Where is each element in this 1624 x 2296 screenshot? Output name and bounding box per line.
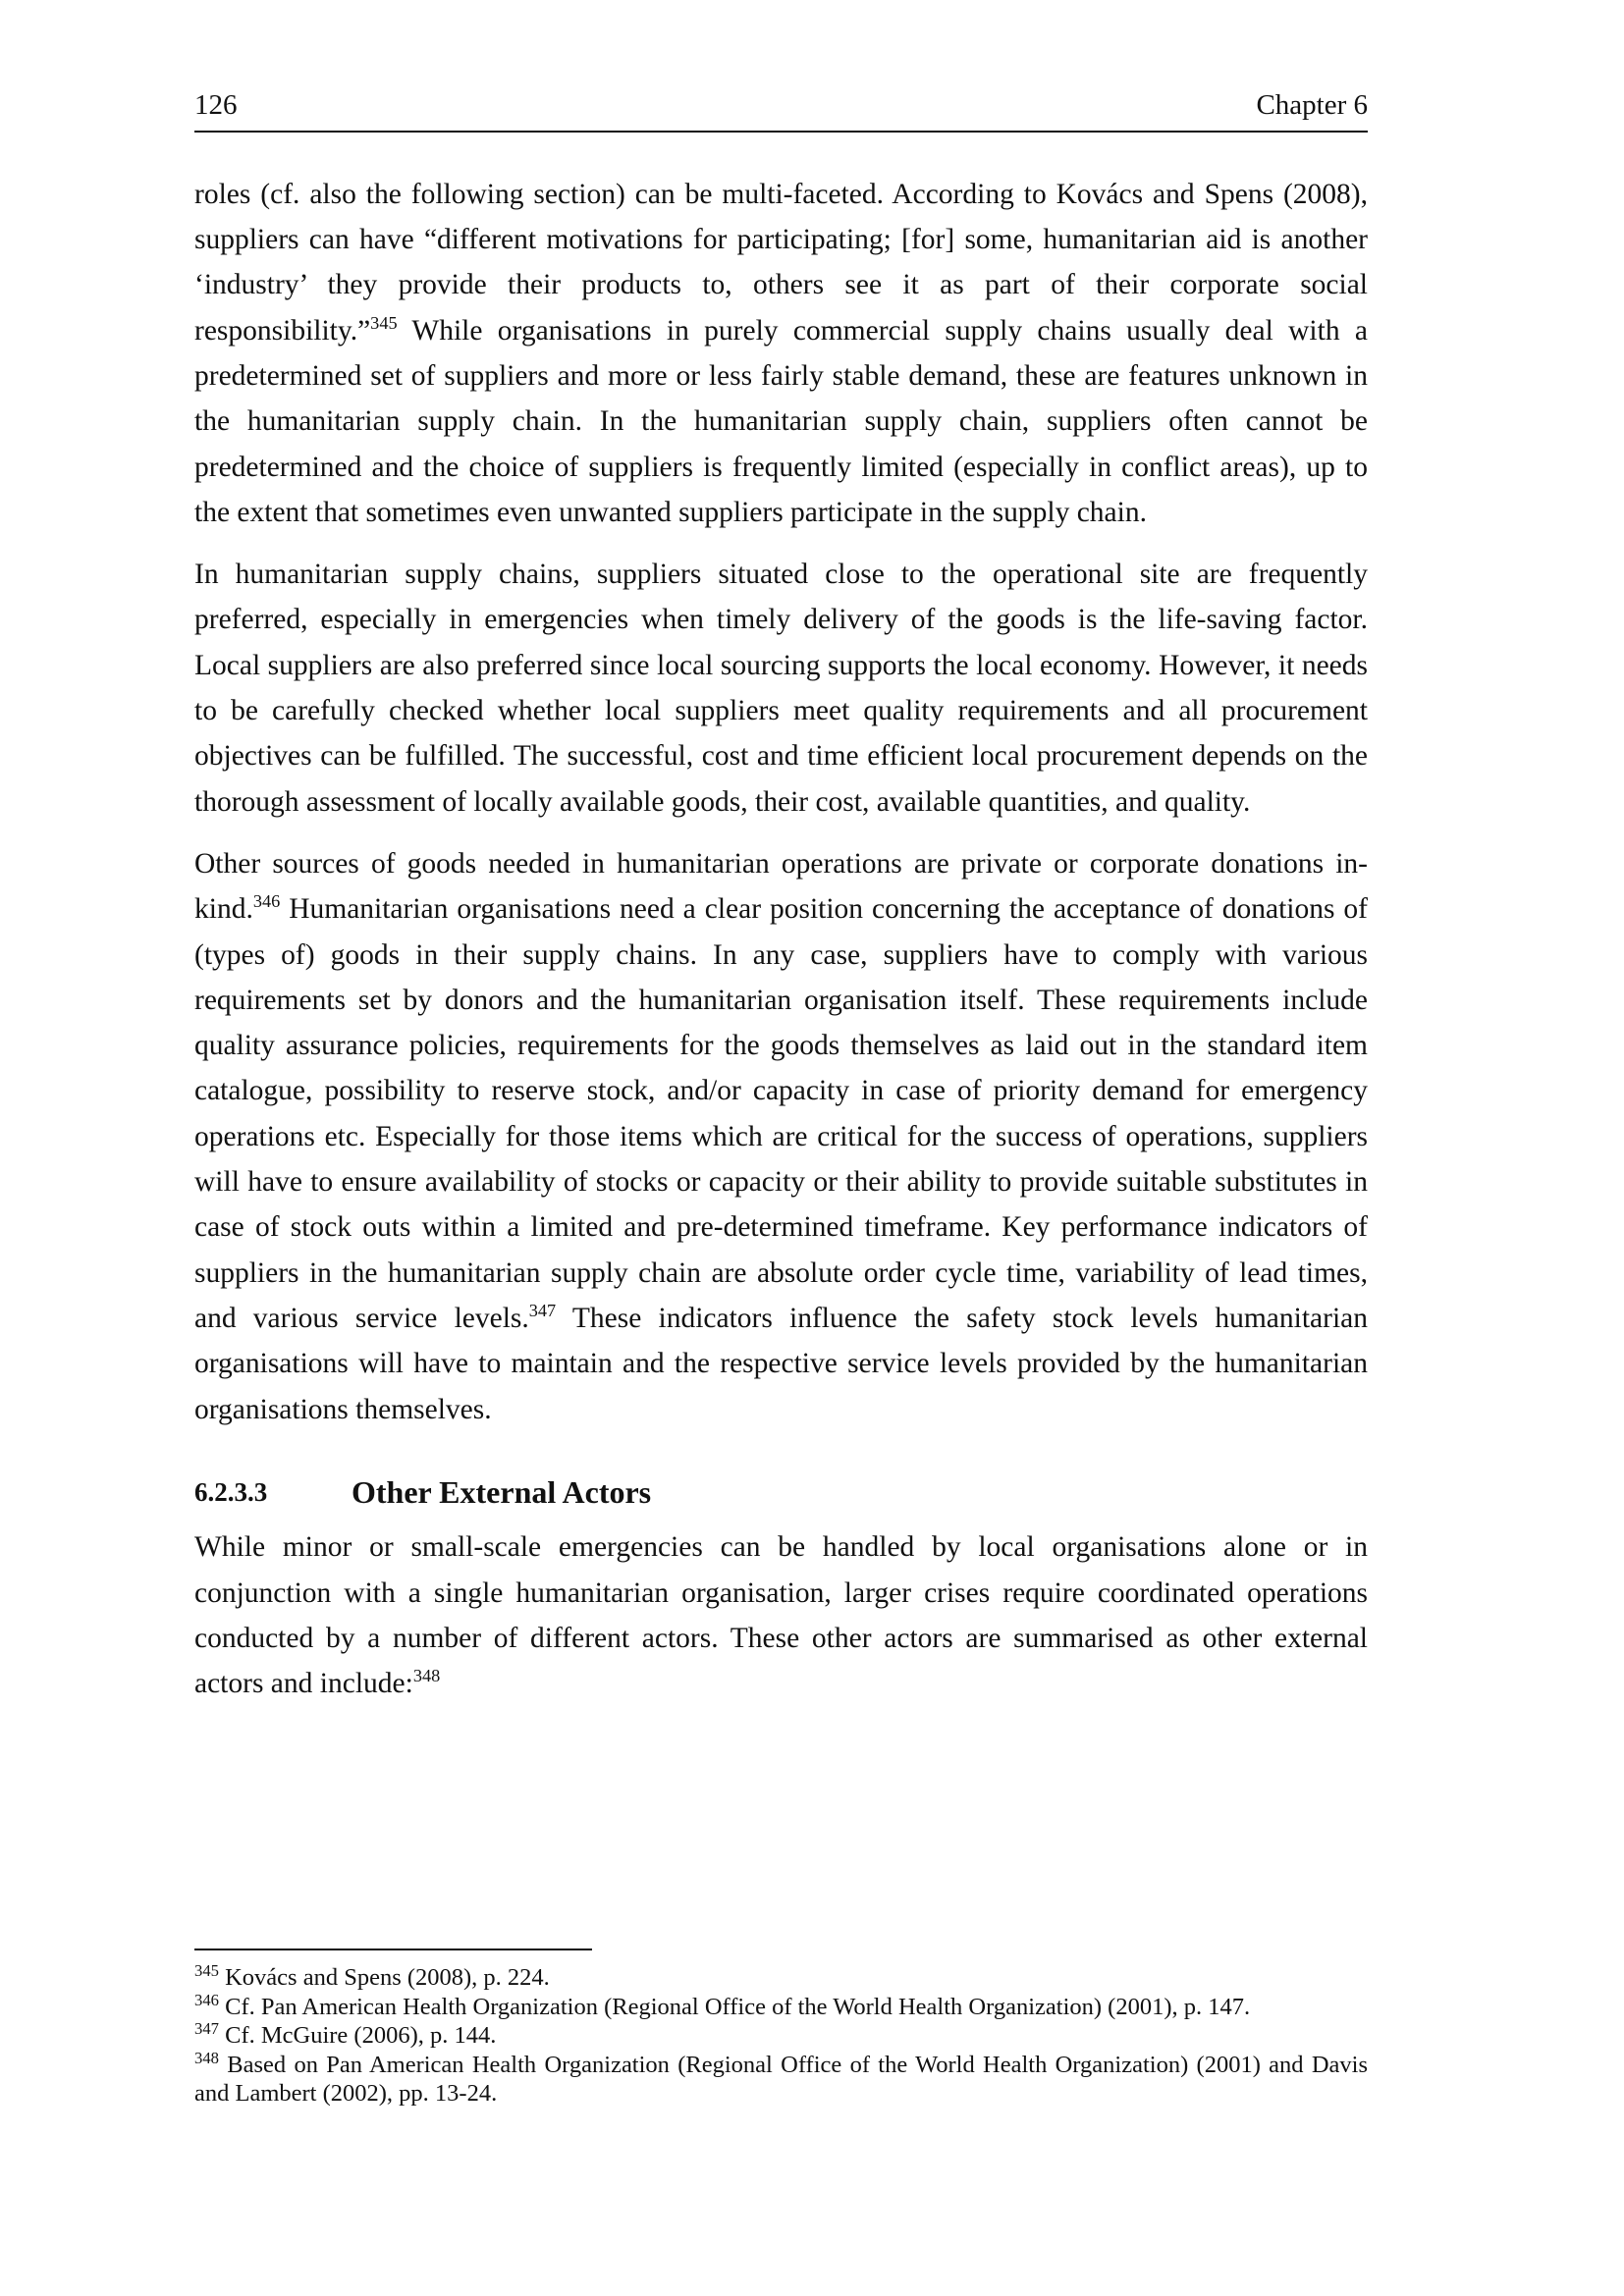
text-run: Humanitarian organisations need a clear position concerning the acceptance of donations of (types of) goods in their supply chains. In any case, suppliers have to comply with various requirements set by donors and the humanitarian organisation itself. These requirements include quality assurance policies, requirements for the goods themselves as laid out in the standard item catalogue, possibility to reserve stock, and/or capacity in case of priority demand for emergency operations etc. Especially for those items which are critical for the success of operations, suppliers will have to ensure availability of stocks or capacity or their ability to provide suitable substitutes in case of stock outs within a limited and pre-determined timeframe. Key performance indicators of suppliers in the humanitarian supply chain are absolute order cycle time, variability of lead times, and various service levels. [194,893,1368,1334]
footnote-divider [194,1949,592,1950]
footnote-346 [194,1990,1368,2022]
footnote-347 [194,2018,1368,2051]
footnote-text: Based on Pan American Health Organization (Regional Office of the World Health Organization) (2001) and Davis and Lambert (2002), pp. 13-24. [194,2051,1368,2107]
section-number: 6.2.3.3 [194,1476,268,1507]
footnote-ref-346[interactable]: 346 [252,891,281,912]
text-run: These indicators influence the safety stock levels humanitarian organisations will have to maintain and the respective service levels provided by the humanitarian organisations themselves. [194,1302,1368,1425]
paragraph [194,1524,1368,1706]
footnote-text: Cf. McGuire (2006), p. 144. [218,2022,497,2049]
text-run: While organisations in purely commercial supply chains usually deal with a predetermined set of suppliers and more or less fairly stable demand, these are features unknown in the humanitarian supply chain. In the humanitarian supply chain, suppliers often cannot be predetermined and the choice of suppliers is frequently limited (especially in conflict areas), up to the extent that sometimes even unwanted suppliers participate in the supply chain. [194,314,1368,528]
chapter-label: Chapter 6 [1256,89,1368,121]
text-run: Other sources of goods needed in humanitarian operations are private or corporate donations in-kind. [194,847,1368,926]
section-title: Other External Actors [352,1473,652,1510]
footnote-ref-347[interactable]: 347 [528,1301,557,1321]
running-header [194,88,1368,133]
footnote-348 [194,2048,1368,2109]
page [194,88,1368,1723]
footnote-ref-348[interactable]: 348 [412,1666,441,1686]
footnote-number: 347 [194,2018,219,2038]
footnotes [194,1960,1368,2109]
footnote-number: 345 [194,1960,219,1980]
footnote-text: Kovács and Spens (2008), p. 224. [218,1964,550,1991]
page-number: 126 [194,89,238,121]
paragraph [194,841,1368,1432]
footnote-number: 348 [194,2048,219,2067]
footnote-345 [194,1960,1368,1993]
footnote-number: 346 [194,1990,219,2009]
text-run: In humanitarian supply chains, suppliers situated close to the operational site are frequently preferred, especially in emergencies when timely delivery of the goods is the life-saving factor. Local suppliers are also preferred since local sourcing supports the local economy. However, it needs to be carefully checked whether local suppliers meet quality requirements and all procurement objectives can be fulfilled. The successful, cost and time efficient local procurement depends on the thorough assessment of locally available goods, their cost, available quantities, and quality. [194,559,1368,818]
footnote-ref-345[interactable]: 345 [370,312,398,333]
paragraph [194,552,1368,825]
section-heading [194,1473,1368,1511]
body-text [194,172,1368,1707]
text-run: While minor or small-scale emergencies can be handled by local organisations alone or in conjunction with a single humanitarian organisation, larger crises require coordinated operations conducted by a number of different actors. These other actors are summarised as other external actors and include: [194,1531,1368,1700]
text-run: roles (cf. also the following section) can be multi-faceted. According to Kovács and Spens (2008), suppliers can have “different motivations for participating; [for] some, humanitarian aid is another ‘industry’ they provide their products to, others see it as part of their corporate social responsibility.” [194,178,1368,347]
footnote-text: Cf. Pan American Health Organization (Regional Office of the World Health Organization) (2001), p. 147. [218,1993,1251,2020]
paragraph [194,172,1368,535]
